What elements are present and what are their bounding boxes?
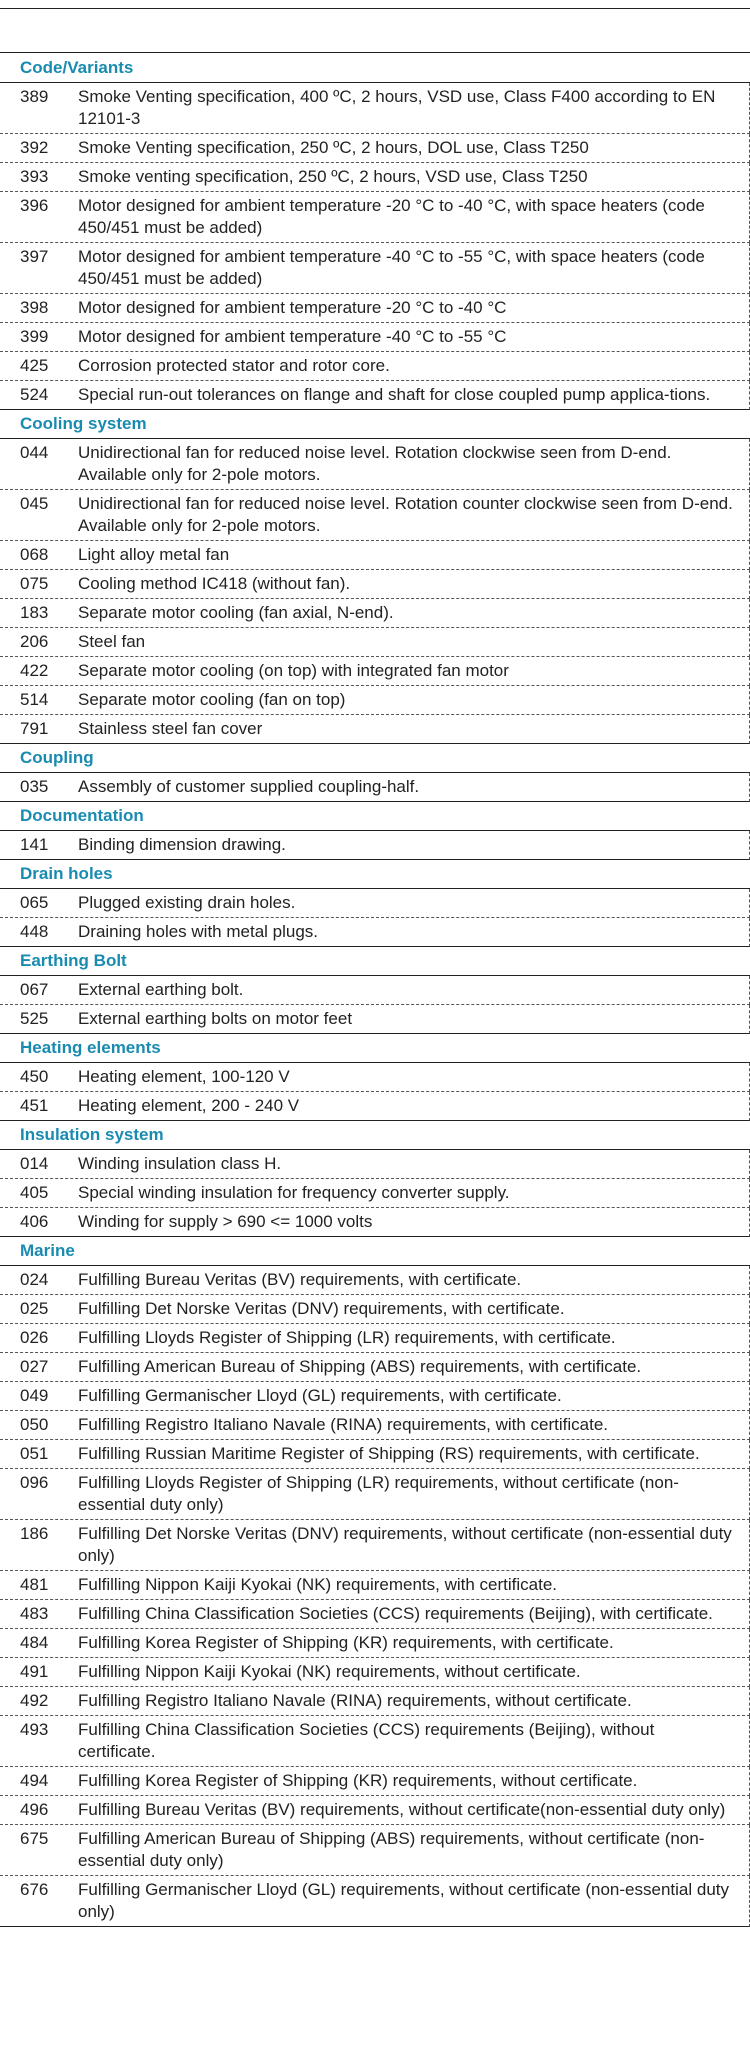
variant-description: Fulfilling Registro Italiano Navale (RINA) requirements, without certificate. <box>78 1691 632 1710</box>
variant-code: 492 <box>20 1691 49 1710</box>
section-heading: Marine <box>0 1237 750 1266</box>
variant-code: 025 <box>20 1299 49 1318</box>
variant-code: 451 <box>20 1096 49 1115</box>
variant-description: Motor designed for ambient temperature -20 °C to -40 °C <box>78 298 507 317</box>
table-row <box>0 1796 750 1825</box>
variant-description: Motor designed for ambient temperature -20 °C to -40 °C, with space heaters (code 450/451 must be added) <box>78 196 705 237</box>
table-row <box>0 686 750 715</box>
section <box>0 802 750 860</box>
variant-code: 183 <box>20 603 49 622</box>
variant-code: 026 <box>20 1328 49 1347</box>
table-row <box>0 715 750 744</box>
variant-description: Fulfilling Germanischer Lloyd (GL) requirements, with certificate. <box>78 1386 562 1405</box>
section-heading: Heating elements <box>0 1034 750 1063</box>
variant-description: External earthing bolts on motor feet <box>78 1009 353 1028</box>
variant-code: 525 <box>20 1009 49 1028</box>
variant-code: 493 <box>20 1720 49 1739</box>
variant-code: 491 <box>20 1662 49 1681</box>
variant-code: 141 <box>20 835 49 854</box>
variant-code: 448 <box>20 922 49 941</box>
variant-description: Special run-out tolerances on flange and shaft for close coupled pump applica-tions. <box>78 385 711 404</box>
table-row <box>0 1295 750 1324</box>
table-row <box>0 1687 750 1716</box>
variant-description: Assembly of customer supplied coupling-half. <box>78 777 420 796</box>
variant-code: 035 <box>20 777 49 796</box>
table-row <box>0 1469 750 1520</box>
variant-code: 514 <box>20 690 49 709</box>
variant-description: Fulfilling China Classification Societies (CCS) requirements (Beijing), with certificate. <box>78 1604 713 1623</box>
table-row <box>0 1092 750 1121</box>
section-heading: Coupling <box>0 744 750 773</box>
section <box>0 947 750 1034</box>
table-row <box>0 831 750 860</box>
variant-code: 075 <box>20 574 49 593</box>
variant-code: 044 <box>20 443 49 462</box>
variant-description: Heating element, 100-120 V <box>78 1067 290 1086</box>
section <box>0 860 750 947</box>
variant-description: Motor designed for ambient temperature -40 °C to -55 °C, with space heaters (code 450/451 must be added) <box>78 247 705 288</box>
table-row <box>0 294 750 323</box>
variant-code: 045 <box>20 494 49 513</box>
table-row <box>0 1716 750 1767</box>
variant-description: Smoke Venting specification, 400 ºC, 2 hours, VSD use, Class F400 according to EN 12101-3 <box>78 87 716 128</box>
table-row <box>0 1411 750 1440</box>
variant-code: 392 <box>20 138 49 157</box>
variant-code: 186 <box>20 1524 49 1543</box>
table-row <box>0 889 750 918</box>
variant-code: 051 <box>20 1444 49 1463</box>
variant-description: Light alloy metal fan <box>78 545 230 564</box>
table-row <box>0 323 750 352</box>
variant-description: Winding for supply > 690 <= 1000 volts <box>78 1212 373 1231</box>
table-row <box>0 1825 750 1876</box>
section <box>0 744 750 802</box>
variant-code: 206 <box>20 632 49 651</box>
table-row <box>0 1658 750 1687</box>
variant-description: Fulfilling Registro Italiano Navale (RINA) requirements, with certificate. <box>78 1415 609 1434</box>
table-row <box>0 1629 750 1658</box>
variant-description: Fulfilling Russian Maritime Register of Shipping (RS) requirements, with certificate. <box>78 1444 700 1463</box>
section <box>0 1121 750 1237</box>
table-row <box>0 83 750 134</box>
variant-description: External earthing bolt. <box>78 980 244 999</box>
variant-description: Heating element, 200 - 240 V <box>78 1096 300 1115</box>
section <box>0 1034 750 1121</box>
variant-code: 393 <box>20 167 49 186</box>
section-heading: Drain holes <box>0 860 750 889</box>
table-row <box>0 657 750 686</box>
table-row <box>0 192 750 243</box>
table-row <box>0 1005 750 1034</box>
variant-code: 405 <box>20 1183 49 1202</box>
variant-description: Corrosion protected stator and rotor core. <box>78 356 390 375</box>
variant-code: 396 <box>20 196 49 215</box>
variant-description: Smoke venting specification, 250 ºC, 2 hours, VSD use, Class T250 <box>78 167 588 186</box>
table-row <box>0 163 750 192</box>
table-row <box>0 599 750 628</box>
variant-description: Fulfilling Korea Register of Shipping (KR) requirements, with certificate. <box>78 1633 614 1652</box>
variant-description: Fulfilling Korea Register of Shipping (KR) requirements, without certificate. <box>78 1771 638 1790</box>
table-row <box>0 1266 750 1295</box>
variant-description: Special winding insulation for frequency converter supply. <box>78 1183 510 1202</box>
variant-description: Cooling method IC418 (without fan). <box>78 574 351 593</box>
section-heading: Earthing Bolt <box>0 947 750 976</box>
header-rule <box>0 52 750 53</box>
variant-code: 399 <box>20 327 49 346</box>
variant-code: 065 <box>20 893 49 912</box>
variant-code: 483 <box>20 1604 49 1623</box>
table-row <box>0 1876 750 1927</box>
table-row <box>0 570 750 599</box>
table-row <box>0 976 750 1005</box>
variant-code: 398 <box>20 298 49 317</box>
variant-code: 014 <box>20 1154 49 1173</box>
section <box>0 54 750 410</box>
variant-description: Draining holes with metal plugs. <box>78 922 319 941</box>
table-row <box>0 773 750 802</box>
table-row <box>0 1600 750 1629</box>
table-row <box>0 1767 750 1796</box>
table-row <box>0 1520 750 1571</box>
table-row <box>0 1353 750 1382</box>
variant-description: Fulfilling China Classification Societies (CCS) requirements (Beijing), without certificate. <box>78 1720 655 1761</box>
variant-code: 425 <box>20 356 49 375</box>
variant-description: Separate motor cooling (on top) with integrated fan motor <box>78 661 509 680</box>
variant-description: Fulfilling Lloyds Register of Shipping (LR) requirements, with certificate. <box>78 1328 616 1347</box>
table-row <box>0 1571 750 1600</box>
table-row <box>0 918 750 947</box>
variant-code: 676 <box>20 1880 49 1899</box>
variant-description: Plugged existing drain holes. <box>78 893 296 912</box>
variant-description: Unidirectional fan for reduced noise level. Rotation counter clockwise seen from D-end. Available only for 2-pole motors. <box>78 494 733 535</box>
variant-code: 675 <box>20 1829 49 1848</box>
top-rule <box>0 8 750 9</box>
table-row <box>0 439 750 490</box>
table-row <box>0 1063 750 1092</box>
variant-code: 406 <box>20 1212 49 1231</box>
variant-code: 050 <box>20 1415 49 1434</box>
variant-code: 068 <box>20 545 49 564</box>
table-row <box>0 1440 750 1469</box>
section-heading: Code/Variants <box>0 54 750 83</box>
variant-description: Separate motor cooling (fan axial, N-end). <box>78 603 394 622</box>
table-row <box>0 1382 750 1411</box>
table-row <box>0 1179 750 1208</box>
variant-code: 450 <box>20 1067 49 1086</box>
variant-code: 484 <box>20 1633 49 1652</box>
variant-code: 096 <box>20 1473 49 1492</box>
table-row <box>0 541 750 570</box>
variant-description: Steel fan <box>78 632 146 651</box>
table-row <box>0 243 750 294</box>
variant-description: Smoke Venting specification, 250 ºC, 2 hours, DOL use, Class T250 <box>78 138 589 157</box>
variant-code: 024 <box>20 1270 49 1289</box>
section-heading: Insulation system <box>0 1121 750 1150</box>
table-row <box>0 381 750 410</box>
table-row <box>0 1324 750 1353</box>
variant-description: Unidirectional fan for reduced noise level. Rotation clockwise seen from D-end. Available only for 2-pole motors. <box>78 443 672 484</box>
variant-description: Fulfilling Lloyds Register of Shipping (LR) requirements, without certificate (non-essential duty only) <box>78 1473 679 1514</box>
variant-code: 524 <box>20 385 49 404</box>
table-row <box>0 1150 750 1179</box>
variant-description: Fulfilling Nippon Kaiji Kyokai (NK) requirements, with certificate. <box>78 1575 558 1594</box>
variant-description: Fulfilling Det Norske Veritas (DNV) requirements, with certificate. <box>78 1299 565 1318</box>
variant-description: Fulfilling American Bureau of Shipping (ABS) requirements, with certificate. <box>78 1357 642 1376</box>
variant-code: 389 <box>20 87 49 106</box>
variant-code: 422 <box>20 661 49 680</box>
variant-description: Motor designed for ambient temperature -40 °C to -55 °C <box>78 327 507 346</box>
variant-code: 027 <box>20 1357 49 1376</box>
table-row <box>0 490 750 541</box>
table-row <box>0 134 750 163</box>
variant-description: Stainless steel fan cover <box>78 719 263 738</box>
variant-description: Fulfilling Bureau Veritas (BV) requirements, without certificate(non-essential duty only) <box>78 1800 726 1819</box>
section <box>0 1237 750 1927</box>
variant-code: 049 <box>20 1386 49 1405</box>
table-row <box>0 628 750 657</box>
variant-description: Fulfilling Bureau Veritas (BV) requirements, with certificate. <box>78 1270 522 1289</box>
variant-description: Fulfilling Germanischer Lloyd (GL) requirements, without certificate (non-essential duty only) <box>78 1880 729 1921</box>
variant-description: Fulfilling Det Norske Veritas (DNV) requirements, without certificate (non-essential duty only) <box>78 1524 732 1565</box>
table-row <box>0 1208 750 1237</box>
variant-description: Fulfilling Nippon Kaiji Kyokai (NK) requirements, without certificate. <box>78 1662 581 1681</box>
section-heading: Cooling system <box>0 410 750 439</box>
variant-description: Winding insulation class H. <box>78 1154 282 1173</box>
table-row <box>0 352 750 381</box>
variant-code: 397 <box>20 247 49 266</box>
section <box>0 410 750 744</box>
variant-code: 481 <box>20 1575 49 1594</box>
variant-code: 791 <box>20 719 49 738</box>
variant-description: Separate motor cooling (fan on top) <box>78 690 346 709</box>
variant-code: 494 <box>20 1771 49 1790</box>
variant-code: 496 <box>20 1800 49 1819</box>
variant-description: Binding dimension drawing. <box>78 835 286 854</box>
section-heading: Documentation <box>0 802 750 831</box>
variant-description: Fulfilling American Bureau of Shipping (ABS) requirements, without certificate (non-essential duty only) <box>78 1829 705 1870</box>
variant-code: 067 <box>20 980 49 999</box>
variant-code-table <box>0 54 750 1927</box>
